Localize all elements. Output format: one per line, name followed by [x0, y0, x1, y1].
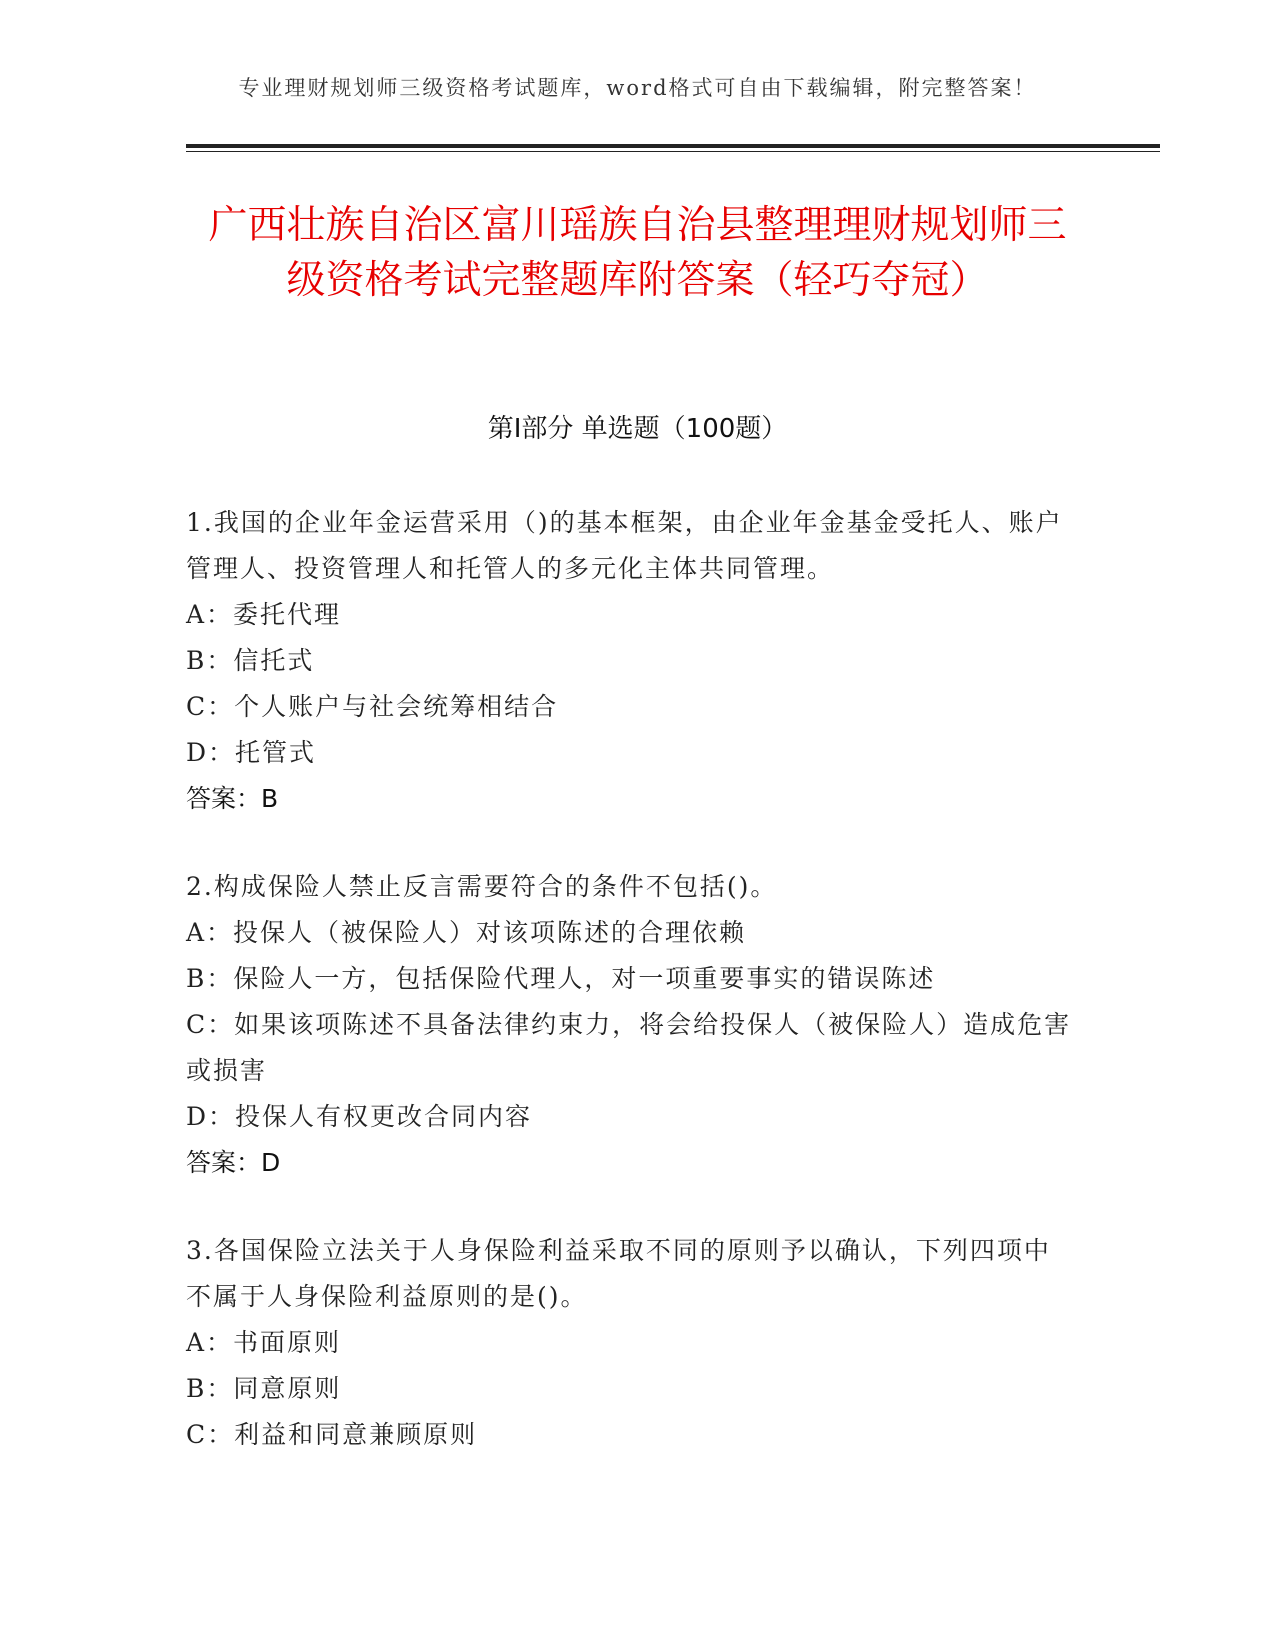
question-stem: 3.各国保险立法关于人身保险利益采取不同的原则予以确认，下列四项中不属于人身保险利益原则的是()。: [186, 1236, 1051, 1311]
option-c: C：如果该项陈述不具备法律约束力，将会给投保人（被保险人）造成危害或损害: [186, 1010, 1072, 1085]
question-stem: 1.我国的企业年金运营采用（)的基本框架，由企业年金基金受托人、账户管理人、投资管理人和托管人的多元化主体共同管理。: [186, 508, 1063, 583]
header-divider: [186, 144, 1160, 148]
answer-line: 答案：B: [186, 784, 279, 813]
question-list: [186, 500, 1076, 1500]
question-1: [186, 500, 1076, 822]
header-divider-thin: [186, 151, 1160, 152]
answer-line: 答案：D: [186, 1148, 281, 1177]
option-c: C：个人账户与社会统筹相结合: [186, 692, 559, 721]
option-a: A：投保人（被保险人）对该项陈述的合理依赖: [186, 918, 747, 947]
option-b: B：同意原则: [186, 1374, 342, 1403]
option-a: A：委托代理: [186, 600, 342, 629]
option-d: D：托管式: [186, 738, 317, 767]
option-b: B：保险人一方，包括保险代理人，对一项重要事实的错误陈述: [186, 964, 936, 993]
question-stem: 2.构成保险人禁止反言需要符合的条件不包括()。: [186, 872, 778, 901]
question-2: [186, 864, 1076, 1186]
option-d: D：投保人有权更改合同内容: [186, 1102, 533, 1131]
option-c: C：利益和同意兼顾原则: [186, 1420, 478, 1449]
page-header: 专业理财规划师三级资格考试题库，word格式可自由下载编辑，附完整答案！: [238, 76, 1037, 100]
section-title: 第Ⅰ部分 单选题（100题）: [487, 414, 788, 444]
option-b: B：信托式: [186, 646, 315, 675]
document-title: 广西壮族自治区富川瑶族自治县整理理财规划师三级资格考试完整题库附答案（轻巧夺冠）: [208, 203, 1067, 303]
option-a: A：书面原则: [186, 1328, 342, 1357]
question-3: [186, 1228, 1076, 1458]
